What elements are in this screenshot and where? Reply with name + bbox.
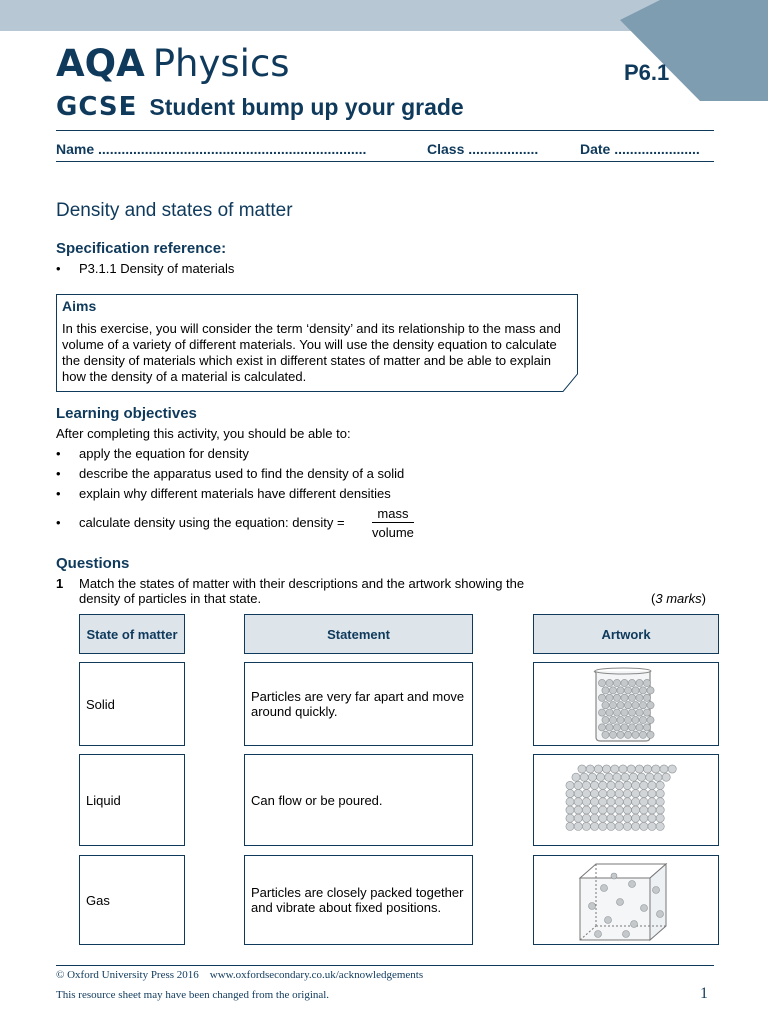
objectives-intro: After completing this activity, you should be able to: (56, 426, 351, 441)
density-fraction (372, 506, 414, 540)
aims-box (56, 294, 576, 390)
question-text-line2: density of particles in that state. (79, 591, 262, 606)
questions-heading: Questions (56, 555, 130, 572)
header-statement: Statement (244, 614, 473, 654)
state-liquid[interactable]: Liquid (79, 754, 185, 846)
footer-notice: This resource sheet may have been changed from the original. (56, 989, 330, 1001)
aims-body: In this exercise, you will consider the term ‘density’ and its relationship to the mass and volume of a variety of different materials. You will use the density equation to calculate the density of materials which exist in different states of matter and be able to explain how the density of a material is calculated. (62, 321, 561, 384)
footer-copyright: © Oxford University Press 2016 www.oxfordsecondary.co.uk/acknowledgements (56, 969, 424, 981)
question-number: 1 (56, 576, 64, 591)
footer-divider (56, 965, 714, 966)
cube-packed-particles-icon (534, 755, 718, 845)
state-gas[interactable]: Gas (79, 855, 185, 945)
level-label: GCSE (56, 92, 138, 122)
class-field[interactable]: Class .................. (427, 141, 539, 157)
fraction-denominator: volume (372, 525, 414, 540)
objectives-heading: Learning objectives (56, 405, 197, 422)
statement-2[interactable]: Can flow or be poured. (244, 754, 473, 846)
artwork-2[interactable] (533, 754, 719, 846)
statement-1[interactable]: Particles are very far apart and move around quickly. (244, 662, 473, 746)
name-field[interactable]: Name ..................................................................... (56, 141, 367, 157)
brand-title (56, 40, 290, 88)
divider (56, 130, 714, 131)
page-title: Density and states of matter (56, 200, 293, 221)
header-artwork: Artwork (533, 614, 719, 654)
statement-3[interactable]: Particles are closely packed together and vibrate about fixed positions. (244, 855, 473, 945)
level-subtitle (56, 90, 464, 124)
artwork-3[interactable] (533, 855, 719, 945)
header-state: State of matter (79, 614, 185, 654)
divider (56, 161, 714, 162)
brand-aqa: AQA (56, 42, 145, 85)
brand-subject: Physics (152, 42, 290, 85)
sheet-code: P6.1 (624, 60, 670, 85)
sheet-subtitle: Student bump up your grade (149, 94, 464, 120)
aims-heading: Aims (62, 298, 97, 314)
date-field[interactable]: Date ...................... (580, 141, 700, 157)
question-text-line1: Match the states of matter with their descriptions and the artwork showing the (79, 576, 525, 591)
box-sparse-particles-icon (534, 856, 718, 944)
state-solid[interactable]: Solid (79, 662, 185, 746)
question-marks: (3 marks) (651, 591, 706, 606)
fraction-numerator: mass (372, 506, 414, 523)
spec-heading: Specification reference: (56, 240, 227, 257)
footer-url[interactable]: www.oxfordsecondary.co.uk/acknowledgements (209, 969, 424, 981)
beaker-particles-icon (534, 663, 718, 745)
page-number: 1 (700, 985, 708, 1002)
artwork-1[interactable] (533, 662, 719, 746)
